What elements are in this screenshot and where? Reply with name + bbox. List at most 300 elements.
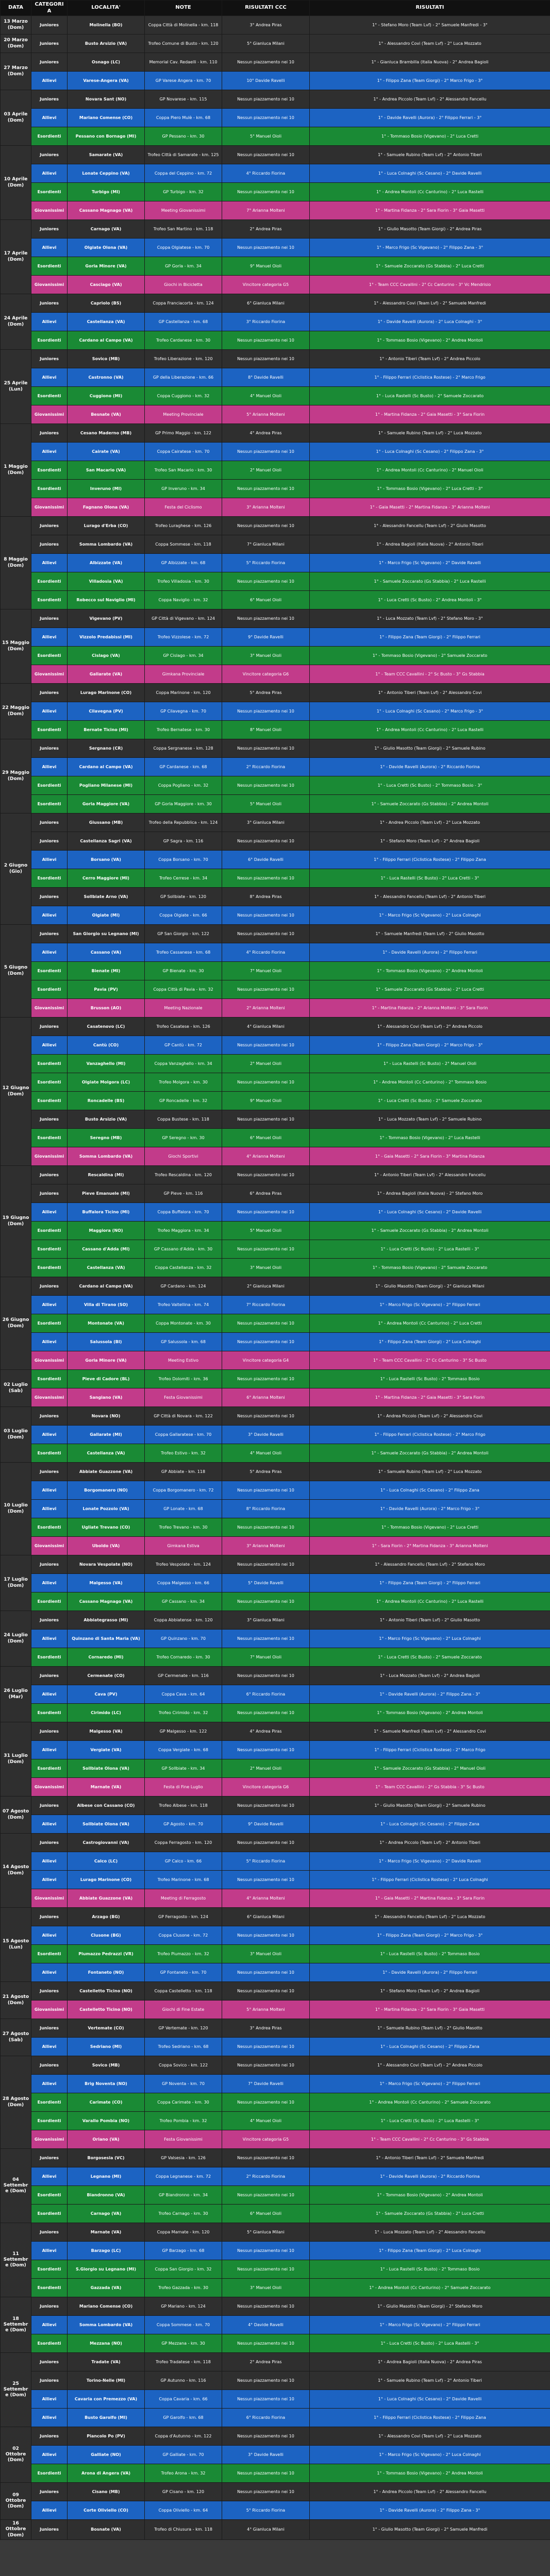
ccc-result-cell: 3° Riccardo Fiorina xyxy=(222,313,310,331)
location-cell: Villa di Tirano (SO) xyxy=(68,1296,145,1314)
location-cell: Castellanza Sagri (VA) xyxy=(68,832,145,851)
category-cell: Juniores xyxy=(31,888,68,906)
table-row xyxy=(1,1129,550,1147)
location-cell: Olgiate Olona (VA) xyxy=(68,239,145,257)
result-cell: 1° - Samuele Rubino (Team Lvf) - 2° Antonio Tiberi xyxy=(310,2371,550,2390)
table-row xyxy=(1,16,550,35)
result-cell: 1° - Samuele Zoccarato (Gs Stabbia) - 2° Manuel Oioli xyxy=(310,1759,550,1778)
result-cell: 1° - Giulio Masotto (Team Giorgi) - 2° Andrea Piras xyxy=(310,220,550,239)
result-cell: 1° - Luca Colnaghi (Sc Cesano) - 2° Filippo Zana - 3° xyxy=(310,443,550,461)
note-cell: Coppa Ferragosto - km. 120 xyxy=(145,1834,222,1852)
result-cell: 1° - Andrea Piccolo (Team Lvf) - 2° Alessandro Fancellu xyxy=(310,2483,550,2501)
ccc-result-cell: 10° Davide Ravelli xyxy=(222,72,310,90)
date-cell: 24 Aprile (Dom) xyxy=(1,294,31,350)
location-cell: Montonate (VA) xyxy=(68,1314,145,1333)
category-cell: Esordienti xyxy=(31,647,68,665)
category-cell: Juniores xyxy=(31,1834,68,1852)
location-cell: Cassano d'Adda (MI) xyxy=(68,1240,145,1259)
result-cell: 1° - Andrea Bagioli (Italia Nuova) - 2° Antonio Tiberi xyxy=(310,535,550,554)
note-cell: Coppa Clusone - km. 72 xyxy=(145,1926,222,1945)
ccc-result-cell: 6° Arianna Molteni xyxy=(222,1388,310,1407)
location-cell: Castelletto Ticino (NO) xyxy=(68,1982,145,2001)
result-cell: 1° - Andrea Montoli (Cc Canturino) - 2° Samuele Zoccarato xyxy=(310,2279,550,2297)
category-cell: Juniores xyxy=(31,294,68,313)
category-cell: Esordienti xyxy=(31,1592,68,1611)
note-cell: Coppa Cuggiono - km. 32 xyxy=(145,387,222,405)
category-cell: Esordienti xyxy=(31,1648,68,1667)
result-cell: 1° - Gaia Masetti - 2° Martina Fidanza - 3° Arianna Molteni xyxy=(310,498,550,517)
ccc-result-cell: Nessun piazzamento nei 10 xyxy=(222,1203,310,1222)
location-cell: Gorla Minore (VA) xyxy=(68,257,145,276)
category-cell: Juniores xyxy=(31,2149,68,2167)
date-cell: 24 Luglio (Dom) xyxy=(1,1611,31,1667)
result-cell: 1° - Luca Colnaghi (Sc Cesano) - 2° Davide Ravelli xyxy=(310,2390,550,2409)
result-cell: 1° - Giulio Masotto (Team Giorgi) - 2° Samuele Rubino xyxy=(310,739,550,758)
location-cell: Vergiate (VA) xyxy=(68,1741,145,1759)
table-row xyxy=(1,350,550,368)
note-cell: GP Valsesia - km. 126 xyxy=(145,2149,222,2167)
category-cell: Esordienti xyxy=(31,1222,68,1240)
note-cell: Coppa Gallaratese - km. 70 xyxy=(145,1426,222,1444)
table-row xyxy=(1,609,550,628)
note-cell: Trofeo Casatese - km. 126 xyxy=(145,1018,222,1036)
location-cell: Casciago (VA) xyxy=(68,276,145,294)
location-cell: Mariano Comense (CO) xyxy=(68,109,145,127)
category-cell: Juniores xyxy=(31,146,68,164)
result-cell: 1° - Andrea Montoli (Cc Canturino) - 2° Luca Rastelli xyxy=(310,721,550,739)
ccc-result-cell: 5° Manuel Oioli xyxy=(222,1222,310,1240)
category-cell: Giovanissimi xyxy=(31,405,68,424)
category-cell: Giovanissimi xyxy=(31,1351,68,1370)
category-cell: Esordienti xyxy=(31,257,68,276)
table-row xyxy=(1,201,550,220)
location-cell: Bienate (MI) xyxy=(68,962,145,980)
category-cell: Allievi xyxy=(31,702,68,721)
note-cell: GP Turbigo - km. 32 xyxy=(145,183,222,201)
note-cell: Trofeo Villadosia - km. 30 xyxy=(145,572,222,591)
table-row xyxy=(1,2075,550,2093)
location-cell: Legnano (MI) xyxy=(68,2167,145,2186)
note-cell: GP della Liberazione - km. 66 xyxy=(145,368,222,387)
location-cell: Inveruno (MI) xyxy=(68,480,145,498)
location-cell: Novara Vespolate (NO) xyxy=(68,1555,145,1574)
ccc-result-cell: 5° Riccardo Fiorina xyxy=(222,554,310,572)
table-row xyxy=(1,758,550,776)
location-cell: Lonate Ceppino (VA) xyxy=(68,164,145,183)
note-cell: Trofeo di Chiusura - km. 118 xyxy=(145,2520,222,2540)
category-cell: Allievi xyxy=(31,2316,68,2334)
ccc-result-cell: 4° Manuel Oioli xyxy=(222,2112,310,2130)
category-cell: Esordienti xyxy=(31,776,68,795)
table-row xyxy=(1,1741,550,1759)
location-cell: Gorla Maggiore (VA) xyxy=(68,795,145,814)
category-cell: Allievi xyxy=(31,2501,68,2520)
table-row xyxy=(1,2427,550,2446)
location-cell: Varallo Pombia (NO) xyxy=(68,2112,145,2130)
note-cell: GP Castellanza - km. 68 xyxy=(145,313,222,331)
table-row xyxy=(1,795,550,814)
date-cell: 20 Marzo (Dom) xyxy=(1,35,31,53)
location-cell: Fagnano Olona (VA) xyxy=(68,498,145,517)
result-cell: 1° - Luca Cretti (Sc Busto) - 2° Luca Rastelli - 3° xyxy=(310,2112,550,2130)
location-cell: Pieve Emanuele (MI) xyxy=(68,1184,145,1203)
ccc-result-cell: Nessun piazzamento nei 10 xyxy=(222,980,310,999)
table-row xyxy=(1,1518,550,1537)
location-cell: Osnago (LC) xyxy=(68,53,145,72)
table-row xyxy=(1,2149,550,2167)
table-row xyxy=(1,906,550,925)
result-cell: 1° - Marco Frigo (Sc Vigevano) - 2° Luca Colnaghi xyxy=(310,1630,550,1648)
result-cell: 1° - Tommaso Bosio (Vigevano) - 2° Luca Cretti - 3° xyxy=(310,480,550,498)
location-cell: Cornaredo (MI) xyxy=(68,1648,145,1667)
date-cell: 19 Giugno (Dom) xyxy=(1,1166,31,1277)
category-cell: Esordienti xyxy=(31,331,68,350)
date-cell: 31 Luglio (Dom) xyxy=(1,1722,31,1797)
table-row xyxy=(1,851,550,869)
table-row xyxy=(1,405,550,424)
result-cell: 1° - Filippo Zana (Team Giorgi) - 2° Filippo Ferrari xyxy=(310,628,550,647)
result-cell: 1° - Team CCC Cavallini - 2° Cc Canturino - 3° Gs Stabbia xyxy=(310,2130,550,2149)
category-cell: Esordienti xyxy=(31,461,68,480)
note-cell: Trofeo Gazzada - km. 30 xyxy=(145,2279,222,2297)
ccc-result-cell: Nessun piazzamento nei 10 xyxy=(222,331,310,350)
result-cell: 1° - Filippo Ferrari (Ciclistica Rostese) - 2° Marco Frigo xyxy=(310,1741,550,1759)
date-cell: 04 Settembre (Dom) xyxy=(1,2149,31,2223)
ccc-result-cell: 5° Arianna Molteni xyxy=(222,405,310,424)
category-cell: Allievi xyxy=(31,368,68,387)
category-cell: Juniores xyxy=(31,16,68,35)
result-cell: 1° - Andrea Montoli (Cc Canturino) - 2° Luca Rastelli xyxy=(310,183,550,201)
note-cell: Trofeo San Macario - km. 30 xyxy=(145,461,222,480)
note-cell: Coppa Carimate - km. 30 xyxy=(145,2093,222,2112)
location-cell: Oriano (VA) xyxy=(68,2130,145,2149)
note-cell: GP Inveruno - km. 34 xyxy=(145,480,222,498)
table-row xyxy=(1,1259,550,1277)
note-cell: GP Biandronno - km. 34 xyxy=(145,2186,222,2205)
table-row xyxy=(1,980,550,999)
ccc-result-cell: 2° Riccardo Fiorina xyxy=(222,758,310,776)
date-cell: 17 Luglio (Dom) xyxy=(1,1555,31,1611)
result-cell: 1° - Samuele Manfredi (Team Lvf) - 2° Giulio Masotto xyxy=(310,925,550,943)
location-cell: Borgomanero (NO) xyxy=(68,1481,145,1500)
ccc-result-cell: 3° Gianluca Milani xyxy=(222,814,310,832)
category-cell: Allievi xyxy=(31,72,68,90)
result-cell: 1° - Filippo Zana (Team Giorgi) - 2° Luca Colnaghi xyxy=(310,2242,550,2260)
category-cell: Allievi xyxy=(31,164,68,183)
table-row xyxy=(1,1555,550,1574)
result-cell: 1° - Tommaso Bosio (Vigevano) - 2° Luca Cretti xyxy=(310,127,550,146)
table-row xyxy=(1,2446,550,2464)
location-cell: Busto Arsizio (VA) xyxy=(68,35,145,53)
result-cell: 1° - Samuele Rubino (Team Lvf) - 2° Luca Mozzato xyxy=(310,1463,550,1481)
date-cell: 03 Luglio (Dom) xyxy=(1,1407,31,1463)
location-cell: Sovico (MB) xyxy=(68,350,145,368)
ccc-result-cell: 6° Riccardo Fiorina xyxy=(222,1685,310,1704)
location-cell: Lonate Pozzolo (VA) xyxy=(68,1500,145,1518)
note-cell: Trofeo Dolomiti - km. 36 xyxy=(145,1370,222,1388)
ccc-result-cell: 5° Manuel Oioli xyxy=(222,795,310,814)
table-row xyxy=(1,109,550,127)
ccc-result-cell: 6° Gianluca Milani xyxy=(222,294,310,313)
note-cell: GP Cardano - km. 124 xyxy=(145,1277,222,1296)
category-cell: Giovanissimi xyxy=(31,665,68,684)
ccc-result-cell: Nessun piazzamento nei 10 xyxy=(222,832,310,851)
ccc-result-cell: Nessun piazzamento nei 10 xyxy=(222,1797,310,1815)
category-cell: Esordienti xyxy=(31,869,68,888)
date-cell: 25 Aprile (Lun) xyxy=(1,350,31,424)
category-cell: Giovanissimi xyxy=(31,1778,68,1797)
category-cell: Allievi xyxy=(31,554,68,572)
note-cell: GP Cislago - km. 34 xyxy=(145,647,222,665)
ccc-result-cell: 8° Manuel Oioli xyxy=(222,721,310,739)
location-cell: Uboldo (VA) xyxy=(68,1537,145,1555)
ccc-result-cell: Nessun piazzamento nei 10 xyxy=(222,1518,310,1537)
table-row xyxy=(1,1945,550,1963)
result-cell: 1° - Marco Frigo (Sc Vigevano) - 2° Luca Colnaghi xyxy=(310,2446,550,2464)
category-cell: Allievi xyxy=(31,1203,68,1222)
category-cell: Juniores xyxy=(31,517,68,535)
result-cell: 1° - Davide Ravelli (Aurora) - 2° Filippo Zana - 3° xyxy=(310,2501,550,2520)
note-cell: GP Agosto - km. 70 xyxy=(145,1815,222,1834)
location-cell: Cardano al Campo (VA) xyxy=(68,758,145,776)
note-cell: Trofeo Cirimido - km. 32 xyxy=(145,1704,222,1722)
ccc-result-cell: 7° Gianluca Milani xyxy=(222,535,310,554)
result-cell: 1° - Samuele Rubino (Team Lvf) - 2° Antonio Tiberi xyxy=(310,146,550,164)
ccc-result-cell: 5° Andrea Piras xyxy=(222,684,310,702)
table-row xyxy=(1,2371,550,2390)
location-cell: Molinella (BO) xyxy=(68,16,145,35)
result-cell: 1° - Marco Frigo (Sc Vigevano) - 2° Filippo Ferrari xyxy=(310,1296,550,1314)
table-row xyxy=(1,1296,550,1314)
category-cell: Allievi xyxy=(31,1574,68,1592)
location-cell: Quinzano di Santa Maria (VA) xyxy=(68,1630,145,1648)
result-cell: 1° - Luca Rastelli (Sc Busto) - 2° Tommaso Bosio xyxy=(310,1370,550,1388)
note-cell: Coppa Abbiatense - km. 120 xyxy=(145,1611,222,1630)
note-cell: Trofeo Pombia - km. 32 xyxy=(145,2112,222,2130)
location-cell: Villadosia (VA) xyxy=(68,572,145,591)
ccc-result-cell: Nessun piazzamento nei 10 xyxy=(222,1481,310,1500)
category-cell: Juniores xyxy=(31,739,68,758)
location-cell: Bosnate (VA) xyxy=(68,2520,145,2540)
note-cell: Trofeo Trevano - km. 30 xyxy=(145,1518,222,1537)
note-cell: GP Malgesso - km. 122 xyxy=(145,1722,222,1741)
table-row xyxy=(1,2520,550,2540)
result-cell: 1° - Luca Rastelli (Sc Busto) - 2° Tommaso Bosio xyxy=(310,1945,550,1963)
category-cell: Allievi xyxy=(31,851,68,869)
header-data: DATA xyxy=(1,1,31,16)
date-cell: 09 Ottobre (Dom) xyxy=(1,2483,31,2520)
table-row xyxy=(1,684,550,702)
result-cell: 1° - Tommaso Bosio (Vigevano) - 2° Samuele Zoccarato xyxy=(310,1259,550,1277)
ccc-result-cell: 7° Manuel Oioli xyxy=(222,1648,310,1667)
location-cell: Busto Arsizio (VA) xyxy=(68,1110,145,1129)
location-cell: Sovico (MB) xyxy=(68,2056,145,2075)
category-cell: Allievi xyxy=(31,2409,68,2427)
ccc-result-cell: Nessun piazzamento nei 10 xyxy=(222,1166,310,1184)
result-cell: 1° - Filippo Zana (Team Giorgi) - 2° Luca Colnaghi xyxy=(310,1333,550,1351)
ccc-result-cell: Nessun piazzamento nei 10 xyxy=(222,1555,310,1574)
location-cell: Sangiano (VA) xyxy=(68,1388,145,1407)
ccc-result-cell: 7° Davide Ravelli xyxy=(222,2075,310,2093)
note-cell: Trofeo Marinone - km. 68 xyxy=(145,1871,222,1889)
location-cell: Albese con Cassano (CO) xyxy=(68,1797,145,1815)
table-row xyxy=(1,1908,550,1926)
table-row xyxy=(1,2038,550,2056)
table-row xyxy=(1,1314,550,1333)
result-cell: 1° - Davide Ravelli (Aurora) - 2° Luca Colnaghi - 3° xyxy=(310,313,550,331)
result-cell: 1° - Luca Mozzato (Team Lvf) - 2° Samuele Rubino xyxy=(310,1110,550,1129)
note-cell: Trofeo Cerrese - km. 34 xyxy=(145,869,222,888)
category-cell: Allievi xyxy=(31,2167,68,2186)
category-cell: Esordienti xyxy=(31,980,68,999)
ccc-result-cell: 6° Davide Ravelli xyxy=(222,851,310,869)
location-cell: Sollbiate Olona (VA) xyxy=(68,1815,145,1834)
ccc-result-cell: 7° Riccardo Fiorina xyxy=(222,1296,310,1314)
ccc-result-cell: Nessun piazzamento nei 10 xyxy=(222,1407,310,1426)
note-cell: Coppa d'Autunno - km. 122 xyxy=(145,2427,222,2446)
note-cell: Trofeo Tradatese - km. 118 xyxy=(145,2353,222,2371)
ccc-result-cell: Nessun piazzamento nei 10 xyxy=(222,1982,310,2001)
table-row xyxy=(1,2409,550,2427)
category-cell: Juniores xyxy=(31,925,68,943)
note-cell: Coppa San Giorgio - km. 32 xyxy=(145,2260,222,2279)
category-cell: Juniores xyxy=(31,2019,68,2038)
ccc-result-cell: 5° Arianna Molteni xyxy=(222,2001,310,2019)
category-cell: Juniores xyxy=(31,1407,68,1426)
note-cell: Coppa del Ceppino - km. 72 xyxy=(145,164,222,183)
note-cell: Coppa Vanzaghello - km. 34 xyxy=(145,1055,222,1073)
category-cell: Juniores xyxy=(31,2427,68,2446)
result-cell: 1° - Luca Colnaghi (Sc Cesano) - 2° Marco Frigo - 3° xyxy=(310,702,550,721)
location-cell: Castellanza (VA) xyxy=(68,313,145,331)
category-cell: Esordienti xyxy=(31,127,68,146)
ccc-result-cell: 6° Andrea Piras xyxy=(222,1184,310,1203)
location-cell: Malgesso (VA) xyxy=(68,1574,145,1592)
note-cell: GP Ferragosto - km. 124 xyxy=(145,1908,222,1926)
location-cell: Lurago Marinone (CO) xyxy=(68,1871,145,1889)
note-cell: Coppa Cavaria - km. 66 xyxy=(145,2390,222,2409)
table-row xyxy=(1,1574,550,1592)
category-cell: Allievi xyxy=(31,2446,68,2464)
note-cell: Giochi in Bicicletta xyxy=(145,276,222,294)
ccc-result-cell: Nessun piazzamento nei 10 xyxy=(222,572,310,591)
location-cell: Calco (LC) xyxy=(68,1852,145,1871)
category-cell: Allievi xyxy=(31,443,68,461)
result-cell: 1° - Luca Colnaghi (Sc Cesano) - 2° Filippo Zana xyxy=(310,1481,550,1500)
table-row xyxy=(1,1333,550,1351)
location-cell: San Giorgio su Legnano (MI) xyxy=(68,925,145,943)
ccc-result-cell: 9° Manuel Oioli xyxy=(222,257,310,276)
category-cell: Allievi xyxy=(31,1852,68,1871)
date-cell: 8 Maggio (Dom) xyxy=(1,517,31,609)
result-cell: 1° - Martina Fidanza - 2° Gaia Masetti - 3° Sara Fiorin xyxy=(310,405,550,424)
category-cell: Allievi xyxy=(31,2075,68,2093)
category-cell: Esordienti xyxy=(31,2279,68,2297)
result-cell: 1° - Samuele Zoccarato (Gs Stabbia) - 2° Andrea Montoli xyxy=(310,1222,550,1240)
category-cell: Juniores xyxy=(31,814,68,832)
table-row xyxy=(1,294,550,313)
note-cell: Trofeo Liberazione - km. 120 xyxy=(145,350,222,368)
category-cell: Juniores xyxy=(31,684,68,702)
note-cell: GP Città di Vigevano - km. 124 xyxy=(145,609,222,628)
ccc-result-cell: 3° Manuel Oioli xyxy=(222,2279,310,2297)
table-row xyxy=(1,2279,550,2297)
ccc-result-cell: Nessun piazzamento nei 10 xyxy=(222,1370,310,1388)
note-cell: Coppa Sergnanese - km. 128 xyxy=(145,739,222,758)
result-cell: 1° - Samuele Zoccarato (Gs Stabbia) - 2° Andrea Montoli xyxy=(310,795,550,814)
location-cell: Casatenovo (LC) xyxy=(68,1018,145,1036)
date-cell: 15 Maggio (Dom) xyxy=(1,609,31,684)
category-cell: Esordienti xyxy=(31,2093,68,2112)
location-cell: Olgiate Molgora (LC) xyxy=(68,1073,145,1092)
note-cell: GP Vertemate - km. 120 xyxy=(145,2019,222,2038)
location-cell: Sergnano (CR) xyxy=(68,739,145,758)
date-cell: 26 Giugno (Dom) xyxy=(1,1277,31,1370)
ccc-result-cell: Nessun piazzamento nei 10 xyxy=(222,2371,310,2390)
category-cell: Esordienti xyxy=(31,2186,68,2205)
note-cell: GP Cermenate - km. 116 xyxy=(145,1667,222,1685)
date-cell: 1 Maggio (Dom) xyxy=(1,424,31,517)
category-cell: Allievi xyxy=(31,1481,68,1500)
result-cell: 1° - Giulio Masotto (Team Giorgi) - 2° Gianluca Milani xyxy=(310,1277,550,1296)
note-cell: Coppa Cava - km. 64 xyxy=(145,1685,222,1704)
category-cell: Allievi xyxy=(31,1815,68,1834)
table-row xyxy=(1,1388,550,1407)
location-cell: Clusone (BG) xyxy=(68,1926,145,1945)
result-cell: 1° - Filippo Zana (Team Giorgi) - 2° Marco Frigo - 3° xyxy=(310,1036,550,1055)
location-cell: Besnate (VA) xyxy=(68,405,145,424)
category-cell: Giovanissimi xyxy=(31,201,68,220)
ccc-result-cell: 8° Riccardo Fiorina xyxy=(222,1500,310,1518)
ccc-result-cell: 4° Gianluca Milani xyxy=(222,1018,310,1036)
ccc-result-cell: Nessun piazzamento nei 10 xyxy=(222,1240,310,1259)
result-cell: 1° - Andrea Montoli (Cc Canturino) - 2° Samuele Zoccarato xyxy=(310,2093,550,2112)
category-cell: Juniores xyxy=(31,1982,68,2001)
category-cell: Juniores xyxy=(31,2353,68,2371)
category-cell: Allievi xyxy=(31,2390,68,2409)
category-cell: Juniores xyxy=(31,1110,68,1129)
note-cell: GP Abbiate - km. 118 xyxy=(145,1463,222,1481)
ccc-result-cell: 4° Manuel Oioli xyxy=(222,1444,310,1463)
note-cell: Meeting Nazionale xyxy=(145,999,222,1018)
ccc-result-cell: Vincitore categoria G5 xyxy=(222,2130,310,2149)
ccc-result-cell: Nessun piazzamento nei 10 xyxy=(222,443,310,461)
category-cell: Esordienti xyxy=(31,1055,68,1073)
date-cell: 25 Settembre (Dom) xyxy=(1,2353,31,2427)
note-cell: Trofeo Vizzolese - km. 72 xyxy=(145,628,222,647)
note-cell: Coppa Buffalora - km. 70 xyxy=(145,1203,222,1222)
table-row xyxy=(1,1500,550,1518)
table-row xyxy=(1,2186,550,2205)
ccc-result-cell: 7° Manuel Oioli xyxy=(222,962,310,980)
result-cell: 1° - Tommaso Bosio (Vigevano) - 2° Andrea Montoli xyxy=(310,962,550,980)
category-cell: Juniores xyxy=(31,2297,68,2316)
note-cell: GP Varese Angera - km. 70 xyxy=(145,72,222,90)
table-row xyxy=(1,1611,550,1630)
date-cell: 14 Agosto (Dom) xyxy=(1,1834,31,1908)
result-cell: 1° - Luca Mozzato (Team Lvf) - 2° Alessandro Fancellu xyxy=(310,2223,550,2242)
result-cell: 1° - Filippo Zana (Team Giorgi) - 2° Filippo Ferrari xyxy=(310,1574,550,1592)
result-cell: 1° - Luca Rastelli (Sc Busto) - 2° Luca Cretti - 3° xyxy=(310,869,550,888)
note-cell: GP San Giorgio - km. 122 xyxy=(145,925,222,943)
table-row xyxy=(1,628,550,647)
category-cell: Allievi xyxy=(31,2242,68,2260)
note-cell: GP Roncadelle - km. 32 xyxy=(145,1092,222,1110)
category-cell: Esordienti xyxy=(31,1704,68,1722)
header-risultati-ccc: RISULTATI CCC xyxy=(222,1,310,16)
category-cell: Juniores xyxy=(31,1722,68,1741)
ccc-result-cell: Nessun piazzamento nei 10 xyxy=(222,90,310,109)
